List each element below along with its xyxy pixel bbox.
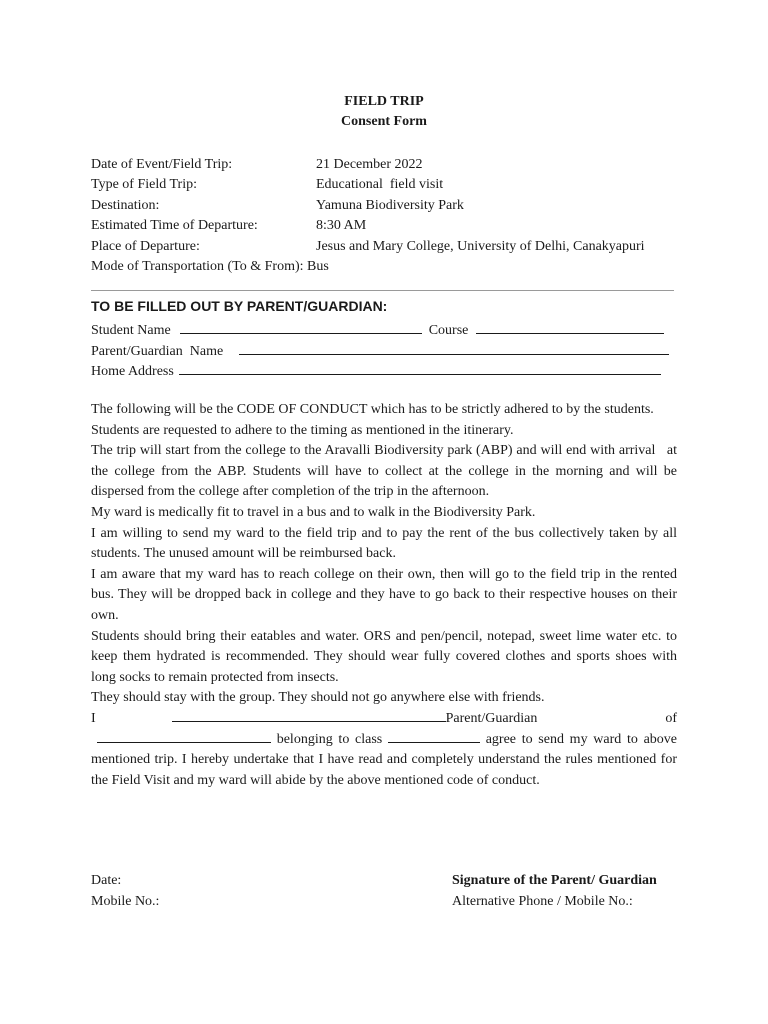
alt-phone-label: Alternative Phone / Mobile No.: [452,894,633,909]
trip-info-block [91,155,691,277]
conduct-intro: The following will be the CODE OF CONDUCT which has to be strictly adhered to by the students. [91,402,654,417]
form-title: FIELD TRIP [344,94,424,109]
student-name-field[interactable] [180,319,422,334]
info-row-type [91,175,691,195]
home-address-field[interactable] [179,360,661,375]
info-label: Mode of Transportation (To & From): [91,258,304,274]
mobile-label: Mobile No.: [91,894,160,909]
declaration-class-label: belonging to class [276,731,383,747]
student-name-label: Student Name [91,323,171,338]
conduct-item: I am aware that my ward has to reach college on their own, then will go to the field trip in the rented bus. They will be dropped back in college and they have to go back to their respective houses on their own. [91,566,677,623]
home-address-label: Home Address [91,364,174,379]
declaration-parent-of: Parent/Guardian of [445,710,677,726]
conduct-item: They should stay with the group. They should not go anywhere else with friends. [91,690,545,706]
info-value: Yamuna Biodiversity Park [316,197,464,213]
info-row-departure-place [91,237,691,257]
info-value: Educational field visit [316,177,444,193]
conduct-item: The trip will start from the college to the Aravalli Biodiversity park (ABP) and will end with arrival at the college from the ABP. Students will have to collect at the college in the morning and will be dispersed from the college after completion of the trip in the afternoon. [91,443,681,500]
declaration-text: agree to send my ward to above mentioned trip. I hereby undertake that I have read and completely understand the rules mentioned for the Field Visit and my ward will abide by the above mentioned code of conduct. [91,731,678,788]
conduct-item: My ward is medically fit to travel in a bus and to walk in the Biodiversity Park. [91,504,536,520]
parent-name-row [91,340,669,358]
parent-name-field[interactable] [239,340,669,355]
course-field[interactable] [476,319,664,334]
info-label: Destination: [91,197,160,213]
info-label: Date of Event/Field Trip: [91,157,233,172]
code-of-conduct [91,400,681,791]
student-name-row [91,319,664,337]
form-subtitle: Consent Form [341,114,427,129]
info-row-destination [91,196,691,216]
info-value: 21 December 2022 [316,157,423,172]
conduct-item: Students are requested to adhere to the timing as mentioned in the itinerary. [91,422,514,438]
info-row-departure-time [91,216,691,236]
info-label: Estimated Time of Departure: [91,218,258,234]
info-label: Place of Departure: [91,238,200,254]
parent-name-label: Parent/Guardian Name [91,344,224,359]
date-label: Date: [91,873,122,888]
info-value: Bus [307,258,329,274]
conduct-item: Students should bring their eatables and water. ORS and pen/pencil, notepad, sweet lime water etc. to keep them hydrated is recommended. They should wear fully covered clothes and sports shoes with long socks to remain protected from insects. [91,628,677,685]
home-address-row [91,360,661,378]
section-divider [91,290,674,291]
declaration-class-field[interactable] [388,730,480,743]
declaration-i: I [91,710,96,726]
info-row-date [91,155,691,175]
info-value: 8:30 AM [316,218,367,234]
signature-label: Signature of the Parent/ Guardian [452,873,657,888]
declaration-ward-field[interactable] [97,730,271,743]
declaration [91,709,677,791]
declaration-name-field[interactable] [172,709,446,722]
info-row-transport [91,257,691,277]
info-label: Type of Field Trip: [91,177,197,193]
info-value: Jesus and Mary College, University of Delhi, Canakyapuri [316,238,645,254]
course-label: Course [428,323,469,338]
conduct-item: I am willing to send my ward to the field trip and to pay the rent of the bus collectively taken by all students. The unused amount will be reimbursed back. [91,525,677,562]
parent-section-heading: TO BE FILLED OUT BY PARENT/GUARDIAN: [91,298,388,314]
